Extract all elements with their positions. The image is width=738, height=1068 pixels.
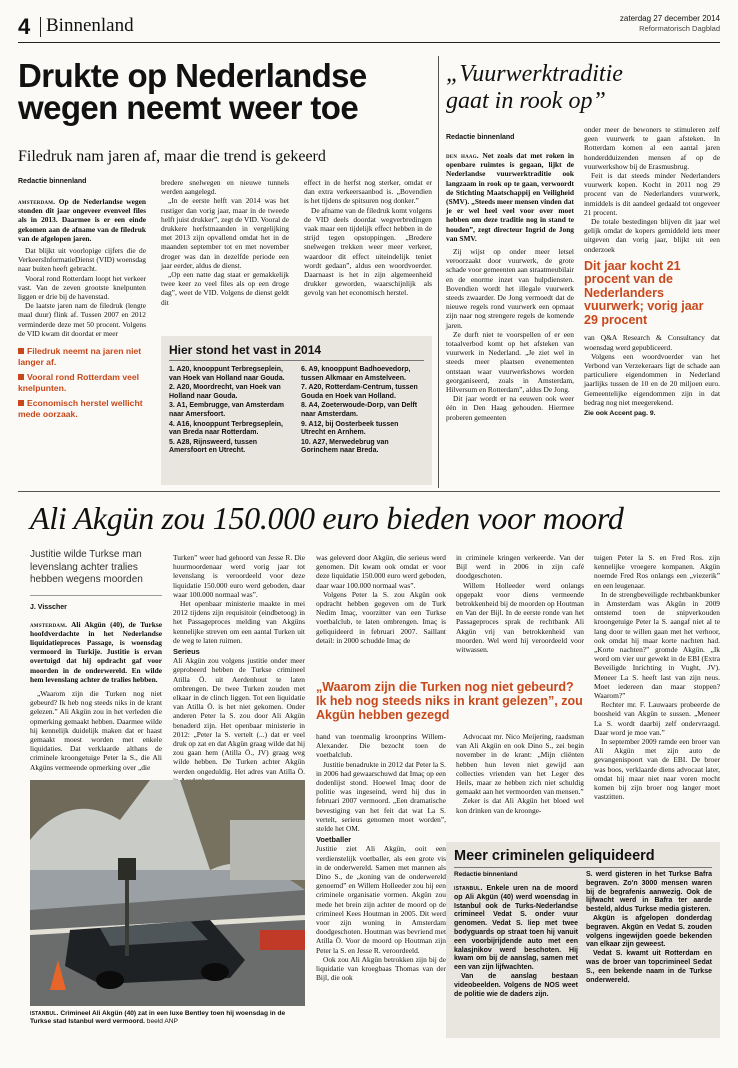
jam-item: 4. A16, knooppunt Terbregseplein, van Breda naar Rotterdam. xyxy=(169,420,283,437)
paragraph: hand van toenmalig kroonprins Willem-Alexander. Die bezocht toen de voetbalclub. xyxy=(316,732,446,760)
photo-caption: istanbul. Crimineel Ali Akgün (40) zat in een luxe Bentley toen hij woensdag in de Turkse stad Istanbul werd vermoord. beeld ANP xyxy=(30,1010,286,1026)
paragraph: in criminele kringen verkeerde. Van der Bijl werd in 2006 in zijn café doodgeschoten. xyxy=(456,553,584,581)
akgun-col-4b xyxy=(456,732,584,815)
jam-item: 9. A12, bij Oosterbeek tussen Utrecht en Arnhem. xyxy=(301,420,399,437)
paragraph: Dit jaar wordt er na eeuwen ook weer één in Den Haag gehouden. Hiermee proberen gemeenten xyxy=(446,394,574,422)
akgun-col-2 xyxy=(173,553,305,785)
paragraph: Zij wijst op onder meer letsel veroorzaakt door vuurwerk, de grote schade voor gemeenten aan straatmeubilair en de enorme inzet van hulpdiensten. Bovendien wordt het illegale vuurwerk steeds zwaarder. De Jong vermoedt dat de nieuwe regels rond vuurwerk een opmaat zijn naar nog strengere regels de komende jaren. xyxy=(446,247,574,330)
akgun-col-1: Justitie wilde Turkse man levenslang achter tralies hebben wegens moorden J. Visscher amsterdam. Ali Akgün (40), de Turkse hoofdverdachte in het Nederlandse liquidatieproces Passage, is woensdag vermoord in Turkije. Justitie is ervan overtuigd dat hij opdracht gaf voor moorden in de onderwereld. En wilde hem levenslang achter de tralies hebben. „Waarom zijn die Turken nog niet gebeurd? Ik heb nog steeds niks in de krant gelezen.” Ali Akgün zou in het verleden die opmerking gemaakt hebben. Daarmee wilde hij kennelijk duidelijk maken dat er haast gemaakt moest worden met enkele liquidaties. Dat verklaarde althans de criminele kroongetuige Peter la S., die Ali Akgüns vermeende opmerking over „die xyxy=(30,549,162,772)
article-traffic xyxy=(18,44,432,487)
paragraph: De totale bestedingen blijven dit jaar wel gelijk omdat de kopers gemiddeld iets meer uitgeven dan vorig jaar, blijkt uit een onderzoek xyxy=(584,217,720,254)
subheadline-traffic: Filedruk nam jaren af, maar die trend is gekeerd xyxy=(18,148,326,165)
bentley-photo-illustration xyxy=(30,780,305,1006)
page-number: 4 xyxy=(18,14,31,39)
jam-item: 8. A4, Zoeterwoude-Dorp, van Delft naar Amsterdam. xyxy=(301,402,418,418)
fireworks-col-1: Redactie binnenland den haag. Net zoals dat met roken in openbare ruimtes is gegaan, lijkt de Nederlandse vuurwerktraditie ook langzaam in rook op te gaan, verwoordt de Stichting Maatschappij en Veiligheid (SMV). „Steeds meer mensen vinden dat je er wel heel veel voor over moet hebben om deze traditie nog in stand te houden”, zegt directeur Ingrid de Jong van SMV. Zij wijst op onder meer letsel veroorzaakt door vuurwerk, de grote schade voor gemeenten aan straatmeubilair en de enorme inzet van hulpdiensten. Bovendien wordt het illegale vuurwerk steeds zwaarder. De Jong vermoedt dat de nieuwe regels rond vuurwerk een opmaat zijn naar nog strengere regels de komende jaren. Ze durft niet te voorspellen of er een totaalverbod komt op het afsteken van vuurwerk in Nederland. „Je ziet wel in steeds meer plaatsen evenementen ontstaan waar vuurwerkshows worden georganiseerd, zoals in Amsterdam, Hilversum en Rotterdam”, aldus De Jong. Dit jaar wordt er na eeuwen ook weer één in Den Haag gehouden. Hiermee proberen gemeenten xyxy=(446,134,574,422)
traffic-col-1: Redactie binnenland amsterdam. Op de Nederlandse wegen stonden dit jaar ongeveer evenveel files als in 2013. Daarmee is er een einde gekomen aan de afname van de filedruk van de afgelopen jaren. Dat blijkt uit voorlopige cijfers die de VerkeersInformatieDienst (VID) woensdag naar buiten heeft gebracht. Vooral rond Rotterdam loopt het verkeer vast. Van de zeven grootste knelpunten liggen er drie bij de havenstad. De laatste jaren nam de filedruk (lengte maal duur) flink af. Tussen 2007 en 2012 verminderde deze met 50 procent. Volgens de VID kwam dit doordat er meer Filedruk neemt na jaren niet langer af. Vooral rond Rotterdam veel knelpunten. Economisch herstel wellicht mede oorzaak. xyxy=(18,178,146,419)
jam-list-left xyxy=(169,366,291,456)
article-fireworks xyxy=(446,56,720,488)
place-line: amsterdam. xyxy=(18,197,56,206)
bullet-item: Filedruk neemt na jaren niet langer af. xyxy=(18,346,142,367)
intro-akgun: Justitie wilde Turkse man levenslang achter tralies hebben wegens moorden xyxy=(30,549,143,585)
paragraph: Zeker is dat Ali Akgün het bloed wel kon drinken van de kroonge- xyxy=(456,796,584,815)
box-title: Hier stond het vast in 2014 xyxy=(169,343,322,357)
akgun-col-3b xyxy=(316,732,446,982)
paragraph: Het openbaar ministerie maakte in mei 2012 tijdens zijn requisitoir (eindbetoog) in het Passageproces melding van Akgüns kennelijke streven om een aantal Turken uit de weg te laten ruimen. xyxy=(173,599,305,645)
paragraph: In de strengbeveiligde rechtbankbunker in Amsterdam was Akgün in 2009 ontstemd toen de snipverkouden kroongetuige Peter la S. aangaf niet al te lang door te willen gaan met het verhoor, ook omdat hij maar korte nachten had. „Korte nachten?” gromde Akgün. „Ik word om vier uur gewekt in de EBI (Extra Beveiligde Inrichting in Vught, JV). Meneer La S. heeft last van zijn neus. Moet iedereen dan maar stoppen? Waarom?” xyxy=(594,589,720,701)
jam-item: 2. A20, Moordrecht, van Hoek van Holland naar Gouda. xyxy=(169,384,281,400)
see-also-link[interactable]: Zie ook Accent pag. 9. xyxy=(584,409,656,417)
place-line: den haag. xyxy=(446,151,479,160)
byline: Redactie binnenland xyxy=(18,178,87,185)
jam-item: 10. A27, Merwedebrug van Gorinchem naar Breda. xyxy=(301,438,389,455)
traffic-jam-box xyxy=(161,336,432,485)
paragraph: De laatste jaren nam de filedruk (lengte maal duur) flink af. Tussen 2007 en 2012 verminderde deze met 50 procent. Volgens de VID kwam dit doordat er meer xyxy=(18,301,146,338)
paragraph: In september 2009 ramde een broer van Ali Akgün met zijn auto de gevangenispoort van de EBI. De broer was boos, verklaarde diens advocaat later, omdat hij maar niet naar voren mocht komen bij zijn broer nog langer moet vastzitten. xyxy=(594,737,720,802)
paragraph: Akgün is afgelopen donderdag begraven. Akgün en Vedat S. zouden volgens ingewijden goede bekenden van elkaar zijn geweest. xyxy=(586,914,712,949)
traffic-col-2 xyxy=(161,178,289,307)
paragraph: Willem Holleeder werd onlangs opgepakt voor diens vermeende betrokkenheid bij de moorden op Houtman en Van der Bijl. In de eerste ronde van het Passageproces sprak de rechtbank Ali Akgün vrij van betrokkenheid van moorden. Wel werd hij veroordeeld voor witwassen. xyxy=(456,580,584,655)
photo-bentley xyxy=(30,780,305,1006)
paragraph: „Waarom zijn die Turken nog niet gebeurd? Ik heb nog steeds niks in de krant gelezen.” Ali Akgün zou in het verleden die opmerking gemaakt hebben. Daarmee wilde hij kennelijk duidelijk maken dat er haast gemaakt moest worden met enkele liquidaties. Dat verklaarde althans de criminele kroongetuige Peter la S., die Ali Akgüns vermeende opmerking over „die xyxy=(30,688,162,772)
subhead: Voetballer xyxy=(316,835,352,845)
paragraph: De afname van de filedruk komt volgens de VID deels doordat wegverbredingen vaak maar een tijdelijk effect hebben in de strijd tegen opstoppingen. „Bredere snelwegen trekken weer meer verkeer, waardoor dit effect uiteindelijk teniet wordt gedaan”, aldus een woordvoerder. Daarnaast is het in zijn algemeenheid drukker geworden, waarschijnlijk als gevolg van het economisch herstel. xyxy=(304,205,432,298)
traffic-col-3 xyxy=(304,178,432,298)
headline-traffic: Drukte op Nederlandse wegen neemt weer toe xyxy=(18,57,367,126)
photo-credit: beeld ANP xyxy=(146,1018,178,1026)
place-line: amsterdam. xyxy=(30,619,68,629)
criminals-box xyxy=(446,842,720,1038)
paragraph: „Op een natte dag staat er gemakkelijk twee keer zo veel files als op een droge dag”, weet de VID. Volgens de dienst geldt dit xyxy=(161,270,289,307)
section-name: Binnenland xyxy=(46,15,134,36)
paragraph: Vedat S. kwamt uit Rotterdam en was de broer van topcrimineel Sedat S., een bekende naam in de Turkse onderwereld. xyxy=(586,950,712,984)
paragraph: van Q&A Research & Consultancy dat woensdag werd gepubliceerd. xyxy=(584,333,720,352)
paragraph: Volgens Peter la S. zou Akgün ook opdracht hebben gegeven om de Turk Nedim Imaç, voorzitter van een Turkse voetbalclub, te laten ombrengen. Imaç is geliquideerd in februari 2007. Saillant detail: in 2000 schudde Imaç de xyxy=(316,589,446,645)
issue-date: zaterdag 27 december 2014 xyxy=(619,14,720,23)
akgun-col-3 xyxy=(316,553,446,645)
paragraph: Ook zou Ali Akgün betrokken zijn bij de liquidatie van kroegbaas Thomas van der Bijl, die ook xyxy=(316,954,446,983)
paragraph: Justitie benadrukte in 2012 dat Peter la S. in 2006 had gewaarschuwd dat Imaç op een dodenlijst stond. Hoewel Imaç door de politie was ingeseind, werd hij dus in februari 2007 vermoord. „Een dramatische bevestiging van het feit dat wat La S. vertelt, serieus genomen moet worden”, stelde het OM. xyxy=(316,759,446,834)
paragraph: effect in de herfst nog sterker, omdat er dan extra verkeersaanbod is. „Bovendien is het tijdens de spitsuren nog donker.” xyxy=(304,178,432,206)
paragraph: tuigen Peter la S. en Fred Ros. zijn kennelijke vroegere kompanen. Akgün noemde Fred Ros onlangs een „viezerik” en een leugenaar. xyxy=(594,553,720,590)
paragraph: Turken” weer had gehoord van Jesse R. Die huurmoordenaar werd vorig jaar tot levenslang is veroordeeld voor deze liquidatie 150.000 euro werd geboden, daar waar 100.000 normaal was”. xyxy=(173,553,305,599)
pull-quote-akgun: „Waarom zijn die Turken nog niet gebeurd? Ik heb nog steeds niks in krant gelezen”, zou Akgün hebben gezegd xyxy=(316,680,583,722)
paragraph: Ze durft niet te voorspellen of er een totaalverbod komt op het afsteken van vuurwerk in Nederland. „Je ziet wel in steeds meer plaatsen evenementen ontstaan waar vuurwerkshows worden georganiseerd, zoals in Amsterdam, Hilversum en Rotterdam”, aldus De Jong. xyxy=(446,329,574,395)
paragraph: onder meer de bewoners te stimuleren zelf geen vuurwerk te gaan afsteken. In Rotterdam komen al een aantal jaren honderdduizenden mensen af op de vuurwerkshow bij de Erasmusbrug. xyxy=(584,125,720,171)
akgun-col-5 xyxy=(594,553,720,801)
bullet-item: Vooral rond Rotterdam veel knelpunten. xyxy=(18,372,140,393)
paragraph: bredere snelwegen en nieuwe tunnels werden aangelegd. xyxy=(161,178,289,197)
paragraph: Advocaat mr. Nico Meijering, raadsman van Ali Akgün en ook Dino S., zei begin november in de krant: „Mijn cliënten hebben hun leven niet gewijd aan collecties vrienden van het Leger des Heils, maar ze hebben zich niet schuldig gemaakt aan het vermoorden van mensen.” xyxy=(456,732,584,797)
bullet-list xyxy=(18,346,146,419)
paragraph: Dat blijkt uit voorlopige cijfers die de VerkeersInformatieDienst (VID) woensdag naar buiten heeft gebracht. xyxy=(18,246,146,274)
paragraph: Rechter mr. F. Lauwaars probeerde de boosheid van Akgün te sussen. „Meneer La S. wordt daarbij zelf ondervraagd. Daar word je moe van.” xyxy=(594,700,720,737)
subhead: Serieus xyxy=(173,647,200,657)
headline-fireworks: „Vuurwerktraditie gaat in rook op” xyxy=(446,61,623,114)
paragraph: Justitie ziet Ali Akgün, ooit een verdienstelijk voetballer, als een grote vis in de onderwereld. Samen met mannen als Dino S., de „koning van de onderwereld genoemd” en Willem Holleeder zou hij een criminele organisatie vormen. Akgün zou mede het brein zijn achter de moord op de crimineel Kees Houtman in 2005. Dit werd voor zijn woning in Amsterdam doodgeschoten. Houtman was bevriend met Atilla Ö. Voor de moord op Houtman zijn Peter la S. en Jesse R. veroordeeld. xyxy=(316,844,446,955)
jam-list-right xyxy=(301,366,424,456)
headline-akgun: Ali Akgün zou 150.000 euro bieden voor moord xyxy=(30,500,624,536)
criminals-col-left: Redactie binnenland istanbul. Enkele uren na de moord op Ali Akgün (40) werd woensdag in Istanbul ook de Turks-Nederlandse crimineel Vedat S. onder vuur genomen. Vedat S. liep met twee bodyguards op straat toen hij vanuit een voorbijrijdende auto met een kalasjnikov werd beschoten. Hij kwam om bij de aanslag, samen met een van zijn lijfwachten. Van de aanslag bestaan videobeelden. Volgens de NOS weet de politie wie de daders zijn. xyxy=(454,871,578,998)
jam-item: 5. A28, Rijnsweerd, tussen Amersfoort en Utrecht. xyxy=(169,438,258,455)
paragraph: was geleverd door Akgün, die serieus werd genomen. Dit kwam ook omdat er voor deze liquidatie 150.000 euro werd geboden, daar waar 100.000 normaal was”. xyxy=(316,553,446,590)
byline: Redactie binnenland xyxy=(454,871,518,878)
paragraph: Van de aanslag bestaan videobeelden. Volgens de NOS weet de politie wie de daders zijn. xyxy=(454,972,578,998)
bullet-item: Economisch herstel wellicht mede oorzaak. xyxy=(18,398,143,419)
criminals-col-right xyxy=(586,871,712,985)
paragraph: „In de eerste helft van 2014 was het rustiger dan vorig jaar, maar in de tweede helft juist drukker”, zegt de VID. Vooral de drukkere herfstmaanden in vergelijking met 2013 zijn opvallend omdat het in de maanden september tot en met november droger was dan in dezelfde periode een jaar eerder, aldus de dienst. xyxy=(161,196,289,270)
jam-item: 3. A1, Eembrugge, van Amsterdam naar Amersfoort. xyxy=(169,402,285,418)
box-title: Meer criminelen geliquideerd xyxy=(454,848,655,864)
jam-item: 1. A20, knooppunt Terbregseplein, van Hoek van Holland naar Gouda. xyxy=(169,366,285,382)
paragraph: Ali Akgün zou volgens justitie onder meer geprobeerd hebben de Turkse crimineel Atilla Ö. uit Aerdenhout te laten ombrengen. De twee Turken zouden met elkaar in de clinch liggen. Tot een liquidatie van Atilla Ö. is het niet gekomen. Onder anderen Peter la S. zou door Ali Akgün benaderd zijn. Het openbaar ministerie in 2012: „Peter la S. vertelt (...) dat er veel druk op zat en dat Akgün graag wilde dat hij zou gaan hem (Atilla Ö., JV) graag weg wilde hebben. De Turken achter Akgün werden ongeduldig. Het adres van Atilla Ö. xyxy=(173,656,305,776)
paragraph: S. werd gisteren in het Turkse Bafra begraven. Zo'n 3000 mensen waren bij de begrafenis aanwezig. Ook de lijfwacht werd in Bafra ter aarde besteld, aldus Turkse media gisteren. xyxy=(586,871,712,914)
paragraph: Feit is dat steeds minder Nederlanders vuurwerk kopen. Kocht in 2011 nog 29 procent van de Nederlanders vuurwerk, inmiddels is dit aandeel gedaald tot ongeveer 21 procent. xyxy=(584,171,720,217)
paragraph: Volgens een woordvoerder van het Verbond van Verzekeraars ligt de schade aan particuliere eigendommen in Nederland jaarlijks tussen de 10 en de 20 miljoen euro. Gemeentelijke eigendommen zijn in dat bedrag nog niet meegerekend. xyxy=(584,351,720,407)
jam-item: 6. A9, knooppunt Badhoevedorp, tussen Alkmaar en Amstelveen. xyxy=(301,366,411,382)
byline: Redactie binnenland xyxy=(446,134,515,141)
fireworks-col-2 xyxy=(584,125,720,417)
akgun-col-4 xyxy=(456,553,584,654)
place-line: istanbul. xyxy=(454,885,483,892)
jam-item: 7. A20, Rotterdam-Centrum, tussen Gouda en Hoek van Holland. xyxy=(301,384,418,400)
paper-name: Reformatorisch Dagblad xyxy=(639,24,720,33)
pull-quote-fireworks: Dit jaar kocht 21 procent van de Nederlanders vuurwerk; vorig jaar 29 procent xyxy=(584,258,704,327)
paragraph: Vooral rond Rotterdam loopt het verkeer vast. Van de zeven grootste knelpunten liggen er drie bij de havenstad. xyxy=(18,273,146,302)
byline: J. Visscher xyxy=(30,603,67,611)
